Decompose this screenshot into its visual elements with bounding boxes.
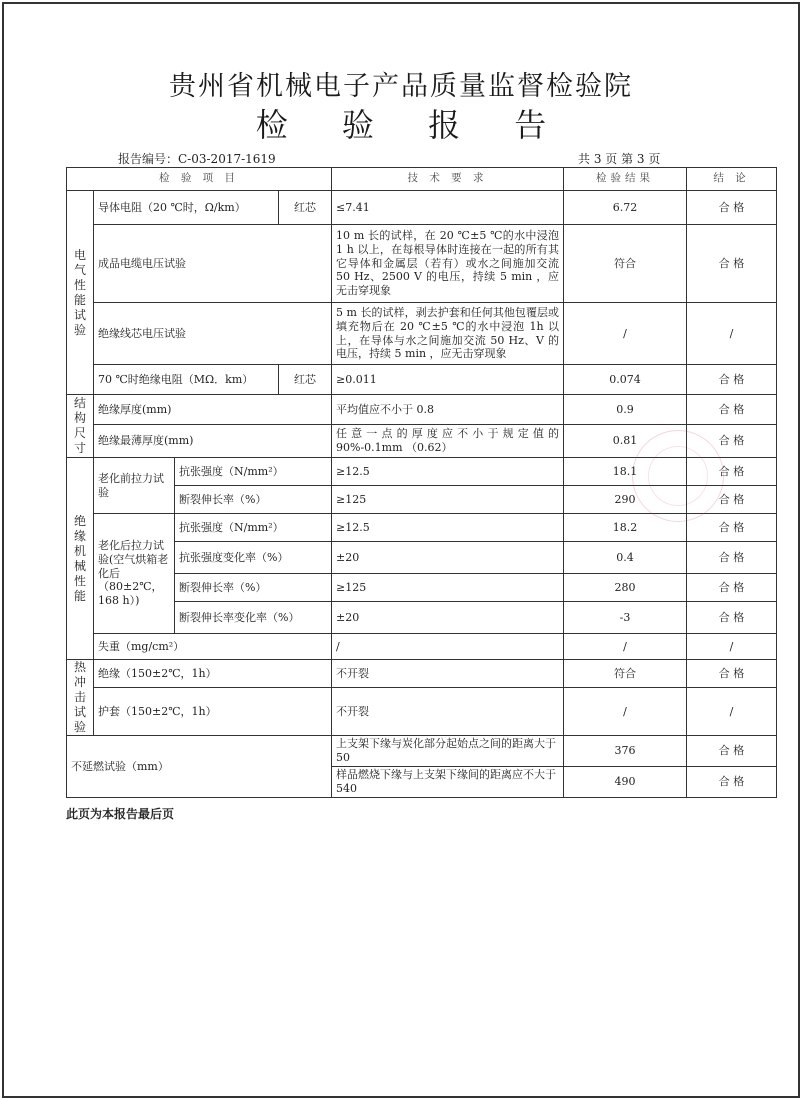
table-row [67,395,777,425]
result: 18.1 [564,458,687,486]
requirement: ≥125 [332,574,564,602]
requirement: 样品燃烧下缘与上支架下缘间的距离应不大于 540 [332,767,564,798]
requirement: 平均值应不小于 0.8 [332,395,564,425]
header-item: 检 验 项 目 [67,168,332,191]
item-label: 抗张强度变化率（%） [175,542,332,574]
item-label: 成品电缆电压试验 [94,225,332,303]
requirement: ≥12.5 [332,514,564,542]
table-row [67,688,777,736]
item-label: 断裂伸长率变化率（%） [175,602,332,634]
result: 0.074 [564,365,687,395]
requirement: ≥125 [332,486,564,514]
conclusion: 合 格 [687,574,777,602]
result: 6.72 [564,191,687,225]
table-row [67,736,777,767]
requirement: / [332,634,564,660]
item-label: 护套（150±2℃，1h） [94,688,332,736]
result: 490 [564,767,687,798]
result: 符合 [564,660,687,688]
table-row [67,191,777,225]
item-label: 绝缘（150±2℃，1h） [94,660,332,688]
conclusion: 合 格 [687,425,777,458]
item-label: 导体电阻（20 ℃时，Ω/km） [94,191,279,225]
requirement: 上支架下缘与炭化部分起始点之间的距离大于 50 [332,736,564,767]
table-header [67,168,777,191]
result: 290 [564,486,687,514]
conclusion: 合 格 [687,542,777,574]
result: / [564,688,687,736]
group-mechanical: 绝 缘 机 械 性 能 [67,458,94,660]
result: 0.9 [564,395,687,425]
conclusion: 合 格 [687,225,777,303]
result: -3 [564,602,687,634]
result: 280 [564,574,687,602]
result: / [564,634,687,660]
conclusion: 合 格 [687,660,777,688]
conclusion: 合 格 [687,486,777,514]
header-conclusion: 结 论 [687,168,777,191]
footer-note: 此页为本报告最后页 [66,807,175,821]
item-label: 绝缘最薄厚度(mm) [94,425,332,458]
result: 0.81 [564,425,687,458]
report-title: 检 验 报 告 [255,106,569,144]
seal-stamp-inner [648,446,708,506]
item-label: 失重（mg/cm²） [94,634,332,660]
before-aging-label: 老化前拉力试验 [94,458,175,514]
item-label: 抗张强度（N/mm²） [175,458,332,486]
requirement: ±20 [332,542,564,574]
conclusion: / [687,634,777,660]
conclusion: 合 格 [687,767,777,798]
item-label: 绝缘厚度(mm) [94,395,332,425]
table-row [67,634,777,660]
requirement: 不开裂 [332,660,564,688]
sub-label: 红芯 [279,365,332,395]
requirement: 任意一点的厚度应不小于规定值的 90%-0.1mm （0.62） [332,425,564,458]
requirement: ±20 [332,602,564,634]
conclusion: 合 格 [687,458,777,486]
table-row [67,225,777,303]
requirement: ≥0.011 [332,365,564,395]
item-label: 绝缘线芯电压试验 [94,303,332,365]
header-result: 检验结果 [564,168,687,191]
item-label: 断裂伸长率（%） [175,486,332,514]
requirement: ≤7.41 [332,191,564,225]
group-structure: 结 构 尺 寸 [67,395,94,458]
item-label: 不延燃试验（mm） [67,736,332,798]
result: 376 [564,736,687,767]
page-info: 共 3 页 第 3 页 [578,152,661,166]
result: 0.4 [564,542,687,574]
requirement: 5 m 长的试样，剥去护套和任何其他包覆层或填充物后在 20 ℃±5 ℃的水中浸泡 1h 以上，在导体与水之间施加交流 50 Hz、V 的电压，持续 5 min ，应无击穿现象 [332,303,564,365]
result: / [564,303,687,365]
item-label: 70 ℃时绝缘电阻（MΩ．km） [94,365,279,395]
conclusion: / [687,688,777,736]
conclusion: 合 格 [687,395,777,425]
item-label: 抗张强度（N/mm²） [175,514,332,542]
result: 18.2 [564,514,687,542]
item-label: 断裂伸长率（%） [175,574,332,602]
conclusion: 合 格 [687,514,777,542]
requirement: 不开裂 [332,688,564,736]
group-electrical: 电 气 性 能 试 验 [67,191,94,395]
requirement: ≥12.5 [332,458,564,486]
conclusion: / [687,303,777,365]
organization-title: 贵州省机械电子产品质量监督检验院 [169,71,633,102]
conclusion: 合 格 [687,602,777,634]
table-row [67,303,777,365]
report-number: 报告编号：C-03-2017-1619 [118,152,276,166]
table-row [67,660,777,688]
requirement: 10 m 长的试样，在 20 ℃±5 ℃的水中浸泡 1 h 以上，在每根导体时连接在一起的所有其它导体和金属层（若有）或水之间施加交流 50 Hz、2500 V 的电压，持续 5 min ，应无击穿现象 [332,225,564,303]
after-aging-label: 老化后拉力试验(空气烘箱老化后（80±2℃，168 h）) [94,514,175,634]
group-thermal: 热 冲 击 试 验 [67,660,94,736]
header-requirement: 技 术 要 求 [332,168,564,191]
conclusion: 合 格 [687,191,777,225]
sub-label: 红芯 [279,191,332,225]
table-row [67,365,777,395]
conclusion: 合 格 [687,736,777,767]
result: 符合 [564,225,687,303]
conclusion: 合 格 [687,365,777,395]
